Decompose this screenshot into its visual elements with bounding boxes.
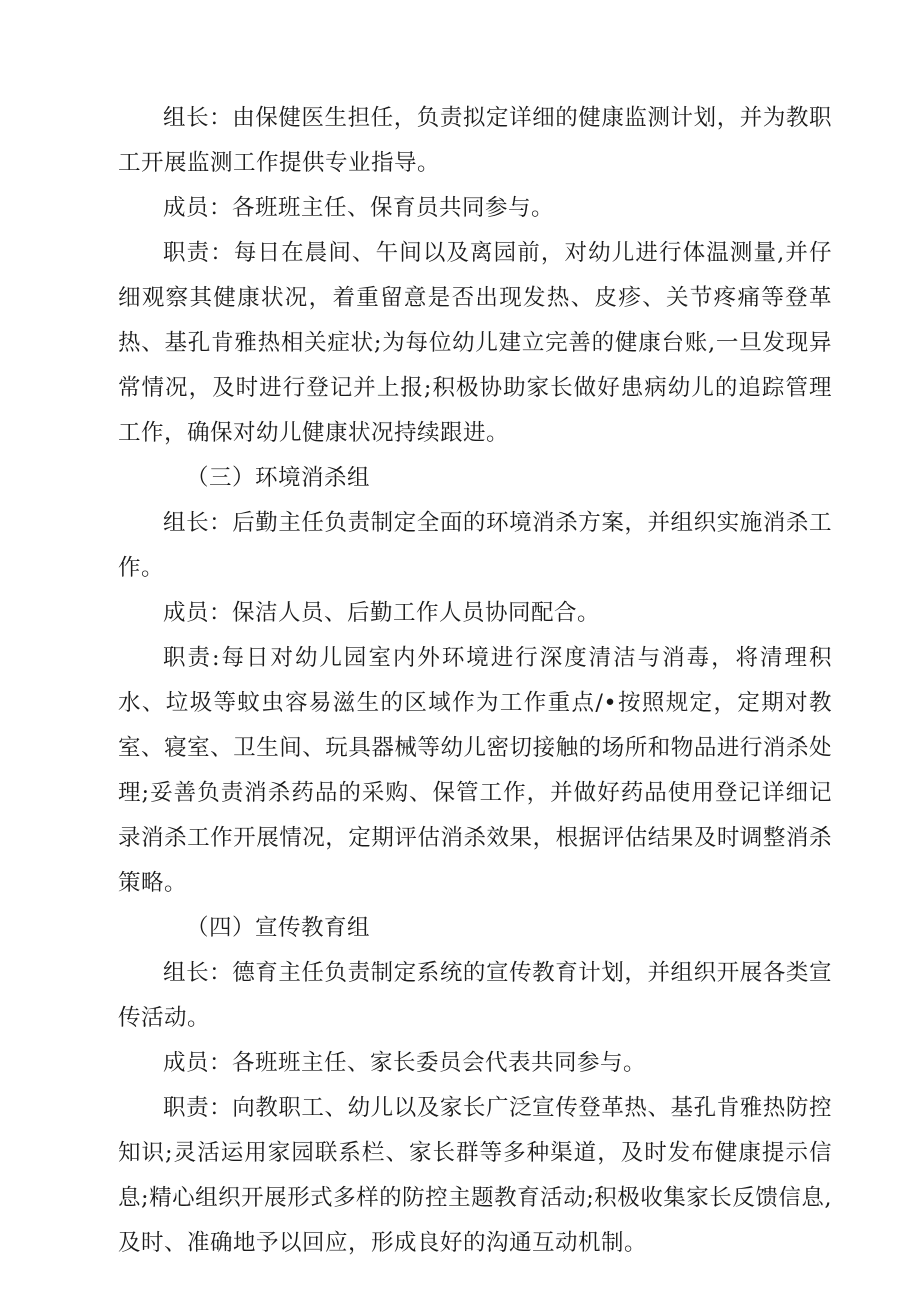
- paragraph-publicity-members: 成员：各班班主任、家长委员会代表共同参与。: [163, 1050, 647, 1076]
- paragraph-health-members: 成员：各班班主任、保育员共同参与。: [163, 195, 555, 221]
- paragraph-health-leader: 组长：由保健医生担任，负责拟定详细的健康监测计划，并为教职工开展监测工作提供专业指导。: [118, 105, 832, 176]
- paragraph-disinfection-members: 成员：保洁人员、后勤工作人员协同配合。: [163, 600, 601, 626]
- section-heading-disinfection: （三）环境消杀组: [186, 465, 371, 491]
- paragraph-disinfection-duties: 职责:每日对幼儿园室内外环境进行深度清洁与消毒，将清理积水、垃圾等蚊虫容易滋生的区域作为工作重点/•按照规定，定期对教室、寝室、卫生间、玩具器械等幼儿密切接触的场所和物品进行消杀处理;妥善负责消杀药品的采购、保管工作，并做好药品使用登记详细记录消杀工作开展情况，定期评估消杀效果，根据评估结果及时调整消杀策略。: [118, 645, 832, 896]
- section-heading-publicity: （四）宣传教育组: [186, 915, 371, 941]
- paragraph-publicity-leader: 组长：德育主任负责制定系统的宣传教育计划，并组织开展各类宣传活动。: [118, 960, 832, 1031]
- paragraph-health-duties: 职责：每日在晨间、午间以及离园前，对幼儿进行体温测量,并仔细观察其健康状况，着重留意是否出现发热、皮疹、关节疼痛等登革热、基孔肯雅热相关症状;为每位幼儿建立完善的健康台账,一旦发现异常情况，及时进行登记并上报;积极协助家长做好患病幼儿的追踪管理工作，确保对幼儿健康状况持续跟进。: [118, 240, 832, 446]
- document-page: [118, 96, 832, 1266]
- paragraph-publicity-duties: 职责：向教职工、幼儿以及家长广泛宣传登革热、基孔肯雅热防控知识;灵活运用家园联系栏、家长群等多种渠道，及时发布健康提示信息;精心组织开展形式多样的防控主题教育活动;积极收集家长反馈信息,及时、准确地予以回应，形成良好的沟通互动机制。: [118, 1095, 832, 1256]
- paragraph-disinfection-leader: 组长：后勤主任负责制定全面的环境消杀方案，并组织实施消杀工作。: [118, 510, 832, 581]
